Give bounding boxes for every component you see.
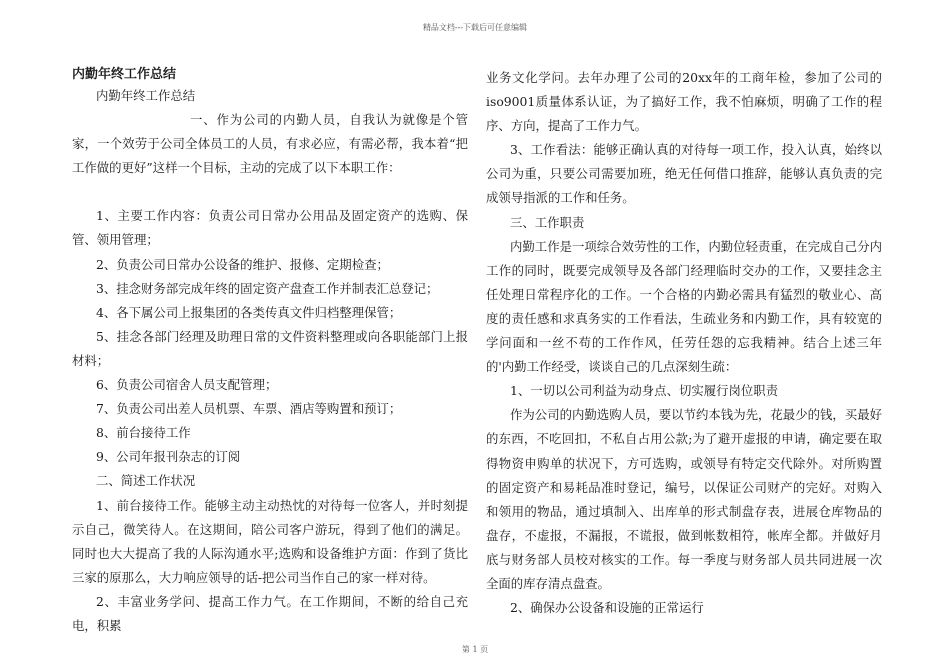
list-item: 5、挂念各部门经理及助理日常的文件资料整理或向各职能部门上报材料；: [72, 328, 468, 368]
list-item: 6、负责公司宿舍人员支配管理；: [96, 377, 278, 393]
list-item: 8、前台接待工作: [96, 425, 191, 441]
list-item: 9、公司年报刊杂志的订阅: [96, 449, 241, 465]
list-item: 3、挂念财务部完成年终的固定资产盘查工作并制表汇总登记；: [96, 280, 439, 296]
blank-line: [72, 180, 468, 204]
right-column: [486, 66, 882, 620]
left-column: [72, 66, 468, 638]
list-item: 1、主要工作内容：负责公司日常办公用品及固定资产的选购、保管、领用管理；: [72, 208, 468, 248]
paragraph-intro: 一、作为公司的内勤人员，自我认为就像是个管家，一个效劳于公司全体员工的人员，有求必应，有需必帮，我本着“把工作做的更好”这样一个目标，主动的完成了以下本职工作：: [72, 112, 468, 176]
paragraph: 2、确保办公设备和设施的正常运行: [510, 600, 704, 616]
section-heading: 三、工作职责: [510, 214, 585, 230]
list-item: 2、负责公司日常办公设备的维护、报修、定期检查；: [96, 256, 389, 272]
list-item: 7、负责公司出差人员机票、车票、酒店等购置和预订；: [96, 401, 402, 417]
paragraph-continued: 业务文化学问。去年办理了公司的20xx年的工商年检，参加了公司的iso9001质量体系认证，为了搞好工作，我不怕麻烦，明确了工作的程序、方向，提高了工作力气。: [486, 70, 882, 134]
paragraph: 1、一切以公司利益为动身点、切实履行岗位职责: [510, 383, 779, 399]
page-number: 第 1 页: [461, 645, 489, 654]
paragraph: 2、丰富业务学问、提高工作力气。在工作期间，不断的给自己充电，积累: [72, 593, 468, 633]
paragraph: 内勤工作是一项综合效劳性的工作，内勤位轻责重，在完成自己分内工作的同时，既要完成领导及各部门经理临时交办的工作，又要挂念主任处理日常程序化的工作。一个合格的内勤必需具有猛烈的敬业心、高度的责任感和求真务实的工作看法，生疏业务和内勤工作，具有较宽的学问面和一丝不苟的工作作风，任劳任怨的忘我精神。结合上述三年的'内勤工作经受，谈谈自己的几点深刻生疏：: [486, 238, 882, 375]
document-subtitle: 内勤年终工作总结: [96, 88, 196, 103]
document-title: 内勤年终工作总结: [72, 67, 177, 82]
paragraph: 作为公司的内勤选购人员，要以节约本钱为先，花最少的钱，买最好的东西，不吃回扣，不私自占用公款;为了避开虚报的申请，确定要在取得物资申购单的状况下，方可选购，或领导有特定交代除外。对所购置的固定资产和易耗品准时登记，编号，以保证公司财产的完好。对购入和领用的物品，通过填制入、出库单的形式制盘存表，进展仓库物品的盘存，不虚报，不漏报，不谎报，做到帐数相符，帐库全都。并做好月底与财务部人员校对核实的工作。每一季度与财务部人员共同进展一次全面的库存清点盘查。: [486, 407, 882, 591]
paragraph: 1、前台接待工作。能够主动主动热忱的对待每一位客人，并时刻提示自己，微笑待人。在这期间，陪公司客户游玩，得到了他们的满足。同时也大大提高了我的人际沟通水平;选购和设备维护方面：作到了货比三家的原那么，大力响应领导的话-把公司当作自己的家一样对待。: [72, 497, 468, 585]
section-heading: 二、简述工作状况: [96, 473, 196, 489]
paragraph: 3、工作看法：能够正确认真的对待每一项工作，投入认真，始终以公司为重，只要公司需要加班，绝无任何借口推辞，能够认真负责的完成领导指派的工作和任务。: [486, 142, 882, 206]
list-item: 4、各下属公司上报集团的各类传真文件归档整理保管；: [96, 304, 402, 320]
page-header: 精品文档---下载后可任意编辑: [422, 23, 528, 32]
